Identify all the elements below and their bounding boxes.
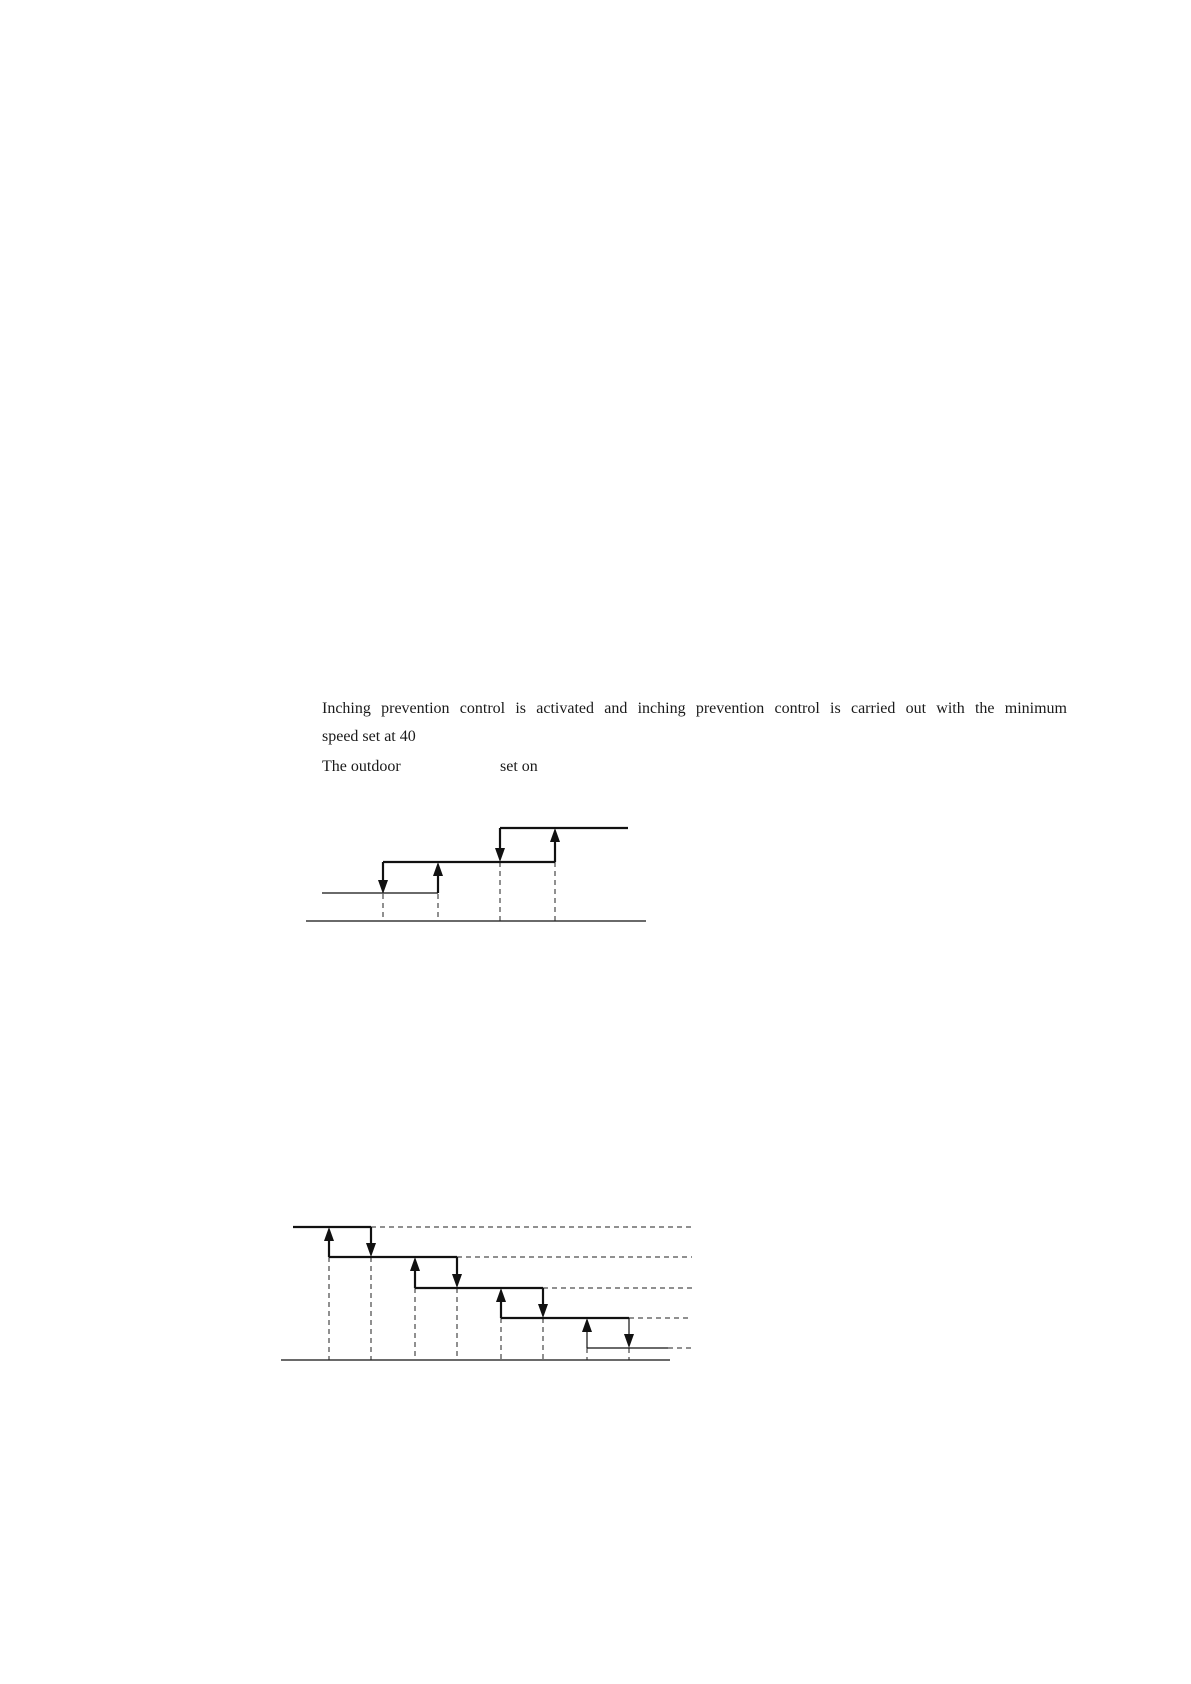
up-arrow-icon bbox=[324, 1227, 334, 1241]
paragraph-line-3-end: set on bbox=[500, 758, 538, 775]
falling-diagram-vertical-dashed-guides bbox=[329, 1257, 629, 1360]
paragraph-line-2: speed set at 40 bbox=[322, 728, 416, 745]
down-arrow-icon bbox=[624, 1334, 634, 1348]
paragraph-line-3-start: The outdoor bbox=[322, 758, 401, 775]
falling-diagram-step-lines bbox=[293, 1227, 668, 1348]
up-arrow-icon bbox=[410, 1257, 420, 1271]
down-arrow-icon bbox=[538, 1304, 548, 1318]
down-arrow-icon bbox=[366, 1243, 376, 1257]
up-arrow-icon bbox=[496, 1288, 506, 1302]
up-arrow-icon bbox=[582, 1318, 592, 1332]
paragraph-line-1: Inching prevention control is activated and inching prevention control is carried out with the minimum bbox=[322, 700, 1067, 717]
down-arrow-icon bbox=[452, 1274, 462, 1288]
